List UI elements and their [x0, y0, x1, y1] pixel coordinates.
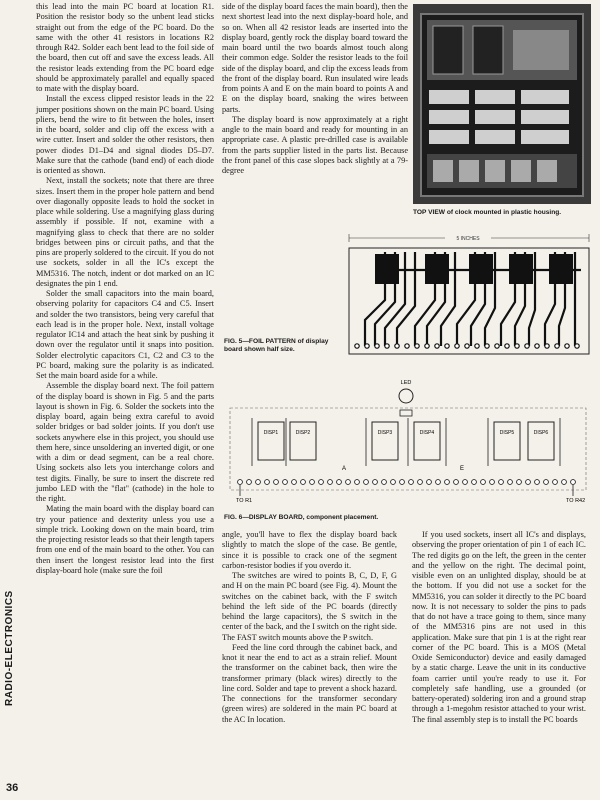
paragraph: Install the excess clipped resistor leads in the 22 jumper positions shown on the main PC board. Using pliers, bend the wire to fit between the holes, insert in the board, solder and clip off the excess with a wire cutter. Insert and solder the other resistors, then power diodes D1–D4 and signal diodes D5–D7. Make sure that the cathode (band end) of each diode is oriented as shown. [36, 94, 214, 175]
fig6-caption: FIG. 6—DISPLAY BOARD, component placement. [224, 514, 379, 521]
digit-label: DISP6 [533, 430, 549, 436]
to-r42-label: TO R42 [566, 498, 586, 504]
fig6-component-placement [222, 374, 594, 512]
text-column-4 [412, 530, 586, 725]
paragraph: Assemble the display board next. The foil pattern of the display board is shown in Fig. 5 and the parts layout is shown in Fig. 6. Solder the sockets into the display board, again being extra careful to avoid solder bridges or bad solder joints. If you don't use sockets anywhere else in this project, you should use them here, since unsoldering an inverted digit, or one with a dim or dead segment, can be a real chore. Using sockets also lets you interchange colors and test digits. Finally, be sure to insert the discrete red jumbo LED with the "flat" (cathode) in the hole to the right. [36, 381, 214, 503]
digit-socket [258, 422, 554, 460]
point-a-label: A [342, 466, 347, 472]
text-column-3 [222, 530, 397, 725]
fig5-caption: FIG. 5—FOIL PATTERN of display board shown half size. [224, 338, 329, 353]
fig6-led-label: LED [400, 380, 412, 386]
paragraph: Solder the small capacitors into the main board, observing polarity for capacitors C4 and C5. Insert and solder the two transistors, being very careful that each lead is in the proper hole. Next, install voltage regulator IC14 and attach the heat sink by pushing it down over the regulator until it snaps into position. Solder electrolytic capacitors C1, C2 and C3 to the PC board, making sure the polarity is as indicated. Set the main board aside for a while. [36, 289, 214, 380]
magazine-name-label: RADIO-ELECTRONICS [4, 590, 15, 706]
digit-label: DISP1 [263, 430, 279, 436]
paragraph: Next, install the sockets; note that there are three sizes. Insert them in the proper hole pattern and bend over diagonally opposite leads to hold the socket in place while soldering. Use a magnifying glass during assembly if possible. If not, examine with a magnifying glass to check that there are no solder bridges between pins or circuit paths, and that the pins are properly soldered to the circuit. If you do not use sockets, solder in all the IC's except the MM5316. The notch, indent or dot marked on an IC designates the pin 1 end. [36, 176, 214, 288]
fig5-dimension-label: 5 INCHES [456, 236, 480, 242]
digit-label: DISP5 [499, 430, 515, 436]
paragraph: The display board is now approximately at a right angle to the main board and ready for mounting in an appropriate case. A plastic pre-drilled case is available from the parts supplier listed in the parts list. Because the front panel of this case slopes back slightly at a 79-degree [222, 114, 408, 175]
paragraph: angle, you'll have to flex the display board back slightly to match the slope of the case. Be gentle, since it is possible to crack one of the segment carbon-resistor bodies if you overdo it. [222, 530, 397, 570]
point-e-label: E [460, 466, 465, 472]
paragraph: side of the display board faces the main board), then the next shortest lead into the next display-board hole, and so on. When all 42 resistor leads are inserted into the display board, gently rock the display board toward the main board until the two boards almost touch along their common edge. Solder the resistor leads to the foil side of the display board, and clip the excess leads from the front of the display board. Run insulated wire leads from points A and E on the main board to points A and E on the display board, snaking the wires between parts. [222, 2, 408, 114]
clock-housing-photo [413, 4, 591, 204]
digit-label: DISP3 [377, 430, 393, 436]
clock-photo-drawing [413, 4, 591, 204]
paragraph: The switches are wired to points B, C, D, F, G and H on the main PC board (see Fig. 4). Mount the switches on the cabinet back, with the F switch behind the left side of the PC boards (directly behind the large capacitors), the S switch in the center of the back, and the I switch on the right side. The FAST switch mounts above the P switch. [222, 571, 397, 642]
page-number: 36 [6, 782, 19, 794]
paragraph: Mating the main board with the display board can try your patience and dexterity unless you use a simple trick. Looking down on the main board, trim the projecting resistor leads so that their length tapers from one end of the main board to the other. You can then insert the longest resistor lead into the first display-board hole (make sure the foil [36, 504, 214, 575]
to-r1-label: TO R1 [236, 498, 253, 504]
digit-label: DISP4 [419, 430, 435, 436]
photo-caption: TOP VIEW of clock mounted in plastic housing. [413, 209, 562, 216]
fig5-foil-pattern [345, 230, 593, 360]
paragraph: If you used sockets, insert all IC's and displays, observing the proper orientation of pin 1 of each IC. The red digits go on the left, the green in the center and the yellow on the right. The decimal point, visible even on an unlighted display, should be at the bottom. If you did not use a socket for the MM5316, you can solder it directly to the PC board now. It is not necessary to solder the pins to pads that do not have a trace going to them, since many of the MM5316 pins are not used in this application. Make sure that pin 1 is at the right rear corner of the PC board. This is a MOS (Metal Oxide Semiconductor) device and easily damaged by a static charge. Leave the unit in its conductive foam carrier until you're ready to use it. For completely safe handling, use a grounded (or battery-operated) soldering iron and a ground strap through a 1-megohm resistor attached to your wrist. The final assembly step is to install the PC boards [412, 530, 586, 724]
digit-label: DISP2 [295, 430, 311, 436]
paragraph: this lead into the main PC board at location R1. Position the resistor body so the unbent lead sticks straight out from the edge of the PC board. Do the same with the other 41 resistors in locations R2 through R42. Solder each bent lead to the foil side of the board, then cut off and save the excess leads. All the resistor leads extending from the PC board edge should be approximately parallel and equally spaced to mate with the display board. [36, 2, 214, 93]
text-column-1 [36, 2, 214, 576]
paragraph: Feed the line cord through the cabinet back, and knot it near the end to act as a strain relief. Mount the transformer on the cabinet back, then wire the transformer primary (black wires) directly to the line cord. Solder and tape to prevent a shock hazard. The connections for the transformer secondary (green wires) are soldered in the main PC board at the AC In location. [222, 642, 397, 724]
text-column-2 [222, 2, 408, 176]
